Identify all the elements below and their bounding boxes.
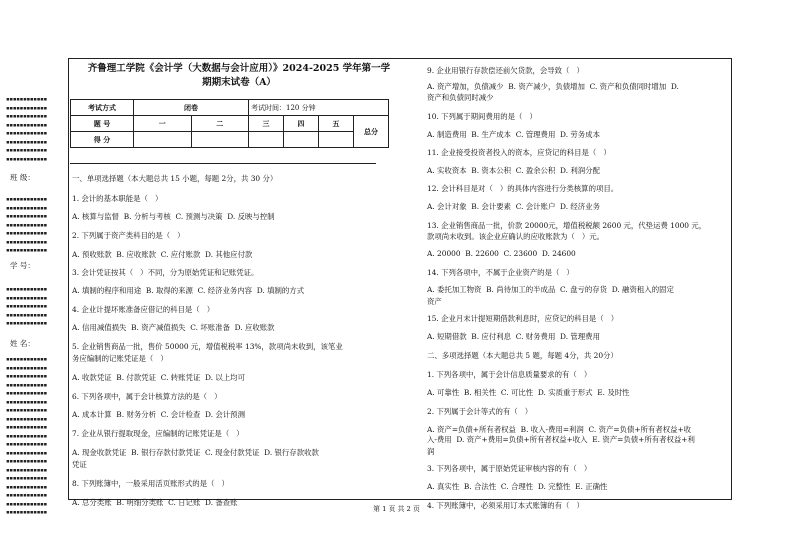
student-id-label: 学 号： [10,261,35,270]
right-question-line: A. 可靠性 B. 相关性 C. 可比性 D. 实质重于形式 E. 及时性 [427,388,630,397]
left-question-line: 7. 企业从银行提取现金，应编制的记账凭证是（ ） [72,429,244,438]
score-cell[interactable] [191,132,249,148]
binding-line-dots: ▪▪▪▪▪▪▪▪▪▪▪▪ ▪▪▪▪▪▪▪▪▪▪▪▪ ▪▪▪▪▪▪▪▪▪▪▪▪ ▪▪▪▪▪▪▪▪▪▪▪▪ ▪▪▪▪▪▪▪▪▪▪▪▪ [6,285,47,327]
left-question-line: 一、单项选择题（本大题总共 15 小题，每题 2分，共 30 分） [72,174,278,183]
binding-line-dots: ▪▪▪▪▪▪▪▪▪▪▪▪ ▪▪▪▪▪▪▪▪▪▪▪▪ ▪▪▪▪▪▪▪▪▪▪▪▪ ▪▪▪▪▪▪▪▪▪▪▪▪ ▪▪▪▪▪▪▪▪▪▪▪▪ ▪▪▪▪▪▪▪▪▪▪▪▪ ▪▪▪▪▪▪▪▪▪▪▪▪ ▪▪▪▪▪▪▪▪▪▪▪▪ ▪▪▪▪▪▪▪▪▪▪▪▪ ▪▪▪▪▪▪▪▪▪▪▪▪ ▪▪▪▪▪▪▪▪▪▪▪▪ ▪▪▪▪▪▪▪▪▪▪▪▪ ▪▪▪▪▪▪▪▪▪▪▪▪ ▪▪▪▪▪▪▪▪▪▪▪▪ ▪▪▪▪▪▪▪▪▪▪▪▪ ▪▪▪▪▪▪▪▪▪▪▪▪ ▪▪▪▪▪▪▪▪▪▪▪▪ ▪▪▪▪▪▪▪▪▪▪▪▪ ▪▪▪▪▪▪▪▪▪▪▪▪ [6,355,47,516]
left-question-line: A. 现金收款凭证 B. 银行存款付款凭证 C. 现金付款凭证 D. 银行存款收款 [72,448,319,457]
section-2-header: 二 [191,116,249,132]
right-question-line: 二、多项选择题（本大题总共 5 题，每题 4分，共 20分） [427,351,618,360]
left-question-line: A. 预收账款 B. 应收账款 C. 应付账款 D. 其他应付款 [72,250,253,259]
right-question-line: A. 短期借款 B. 应付利息 C. 财务费用 D. 管理费用 [427,332,600,341]
right-question-line: 3. 下列各项中，属于原始凭证审核内容的有（ ） [427,464,592,473]
exam-time: 考试时间：120 分钟 [249,100,389,116]
right-question-line: A. 真实性 B. 合法性 C. 合理性 D. 完整性 E. 正确性 [427,482,608,491]
right-question-line: 13. 企业销售商品一批，价款 20000元，增值税税额 2600 元，代垫运费 1000 元， [427,221,707,230]
section-5-header: 五 [319,116,354,132]
right-question-line: 15. 企业月末计提短期借款利息时，应贷记的科目是（ ） [427,314,619,323]
left-question-line: A. 成本计算 B. 财务分析 C. 会计检查 D. 会计预测 [72,410,245,419]
column-divider [417,59,418,499]
right-question-line: 9. 企业用银行存款偿还前欠货款，会导致（ ） [427,66,584,75]
left-question-line: 5. 企业销售商品一批，售价 50000 元，增值税税率 13%，款项尚未收到，该笔业 [72,342,343,351]
left-question-line: 8. 下列账簿中，一般采用活页账形式的是（ ） [72,479,229,488]
section-1-header: 一 [134,116,192,132]
right-question-line: 资产和负债同时减少 [427,93,494,102]
right-question-line: A. 委托加工物资 B. 尚待加工的半成品 C. 盘亏的存货 D. 融资租入的固定 [427,285,674,294]
left-question-line: 2. 下列属于资产类科目的是（ ） [72,231,185,240]
left-question-line: 凭证 [72,460,87,469]
exam-title-line1: 齐鲁理工学院《会计学（大数据与会计应用）》2024-2025 学年第一学 [87,63,391,74]
right-question-line: 4. 下列账簿中，必须采用订本式账簿的有（ ） [427,501,584,510]
page-number: 第 1 页 共 2 页 [373,505,420,513]
score-table [70,99,389,148]
score-cell[interactable] [134,132,192,148]
right-question-line: A. 会计对象 B. 会计要素 C. 会计账户 D. 经济业务 [427,202,600,211]
right-question-line: A. 实收资本 B. 资本公积 C. 盈余公积 D. 利润分配 [427,166,600,175]
total-score-label: 总分 [354,116,389,148]
right-question-line: 12. 会计科目是对（ ）的具体内容进行分类核算的项目。 [427,184,619,193]
score-cell[interactable] [319,132,354,148]
right-question-line: 1. 下列各项中，属于会计信息质量要求的有（ ） [427,370,592,379]
section-4-header: 四 [284,116,319,132]
right-question-line: 11. 企业接受投资者投入的资本，应贷记的科目是（ ） [427,148,611,157]
right-question-line: A. 资产=负债+所有者权益 B. 收入-费用=利润 C. 资产=负债+所有者权益+收 [427,425,692,434]
right-question-line: 款项尚未收到。该企业应确认的应收账款为（ ）元。 [427,232,605,241]
left-question-line: 务应编制的记账凭证是（ ） [72,354,168,363]
row-header-score: 得 分 [71,132,134,148]
left-question-line: A. 信用减值损失 B. 资产减值损失 C. 坏账准备 D. 应收账款 [72,323,275,332]
divider [70,163,376,164]
section-3-header: 三 [249,116,284,132]
right-question-line: 入-费用 D. 资产+费用=负债+所有者权益+收入 E. 资产=负债+所有者权益+利 [427,435,695,444]
right-question-line: 10. 下列属于期间费用的是（ ） [427,112,537,121]
right-question-line: A. 制造费用 B. 生产成本 C. 管理费用 D. 劳务成本 [427,130,600,139]
name-label: 姓 名： [10,339,35,348]
left-question-line: 4. 企业计提坏账准备应借记的科目是（ ） [72,305,215,314]
right-question-line: 润 [427,447,435,456]
exam-method-label: 考试方式 [71,100,134,116]
left-question-line: A. 总分类账 B. 明细分类账 C. 日记账 D. 备查账 [72,498,238,507]
exam-title-line2: 期期末试卷（A） [202,77,276,88]
left-question-line: 3. 会计凭证按其（ ）不同，分为原始凭证和记账凭证。 [72,268,259,277]
left-question-line: A. 核算与监督 B. 分析与考核 C. 预测与决策 D. 反映与控制 [72,212,275,221]
binding-line-dots: ▪▪▪▪▪▪▪▪▪▪▪▪ ▪▪▪▪▪▪▪▪▪▪▪▪ ▪▪▪▪▪▪▪▪▪▪▪▪ ▪▪▪▪▪▪▪▪▪▪▪▪ ▪▪▪▪▪▪▪▪▪▪▪▪ ▪▪▪▪▪▪▪▪▪▪▪▪ ▪▪▪▪▪▪▪▪▪▪▪▪ [6,195,47,254]
right-question-line: A. 资产增加，负债减少 B. 资产减少，负债增加 C. 资产和负债同时增加 D. [427,82,679,91]
exam-method-value: 闭卷 [134,100,249,116]
left-question-line: A. 填制的程序和用途 B. 取得的来源 C. 经济业务内容 D. 填制的方式 [72,286,305,295]
score-cell[interactable] [284,132,319,148]
right-question-line: 2. 下列属于会计等式的有（ ） [427,407,533,416]
left-question-line: A. 收款凭证 B. 付款凭证 C. 转账凭证 D. 以上均可 [72,373,245,382]
binding-line-dots: ▪▪▪▪▪▪▪▪▪▪▪▪ ▪▪▪▪▪▪▪▪▪▪▪▪ ▪▪▪▪▪▪▪▪▪▪▪▪ ▪▪▪▪▪▪▪▪▪▪▪▪ ▪▪▪▪▪▪▪▪▪▪▪▪ ▪▪▪▪▪▪▪▪▪▪▪▪ ▪▪▪▪▪▪▪▪▪▪▪▪ ▪▪▪▪▪▪▪▪▪▪▪▪ [6,95,47,163]
row-header-question-no: 题 号 [71,116,134,132]
left-question-line: 6. 下列各项中，属于会计核算方法的是（ ） [72,392,222,401]
class-label: 班 级： [10,173,35,182]
right-question-line: 资产 [427,297,442,306]
right-question-line: A. 20000 B. 22600 C. 23600 D. 24600 [427,249,576,258]
left-question-line: 1. 会计的基本职能是（ ） [72,194,163,203]
score-cell[interactable] [249,132,284,148]
right-question-line: 14. 下列各项中，不属于企业资产的是（ ） [427,268,574,277]
